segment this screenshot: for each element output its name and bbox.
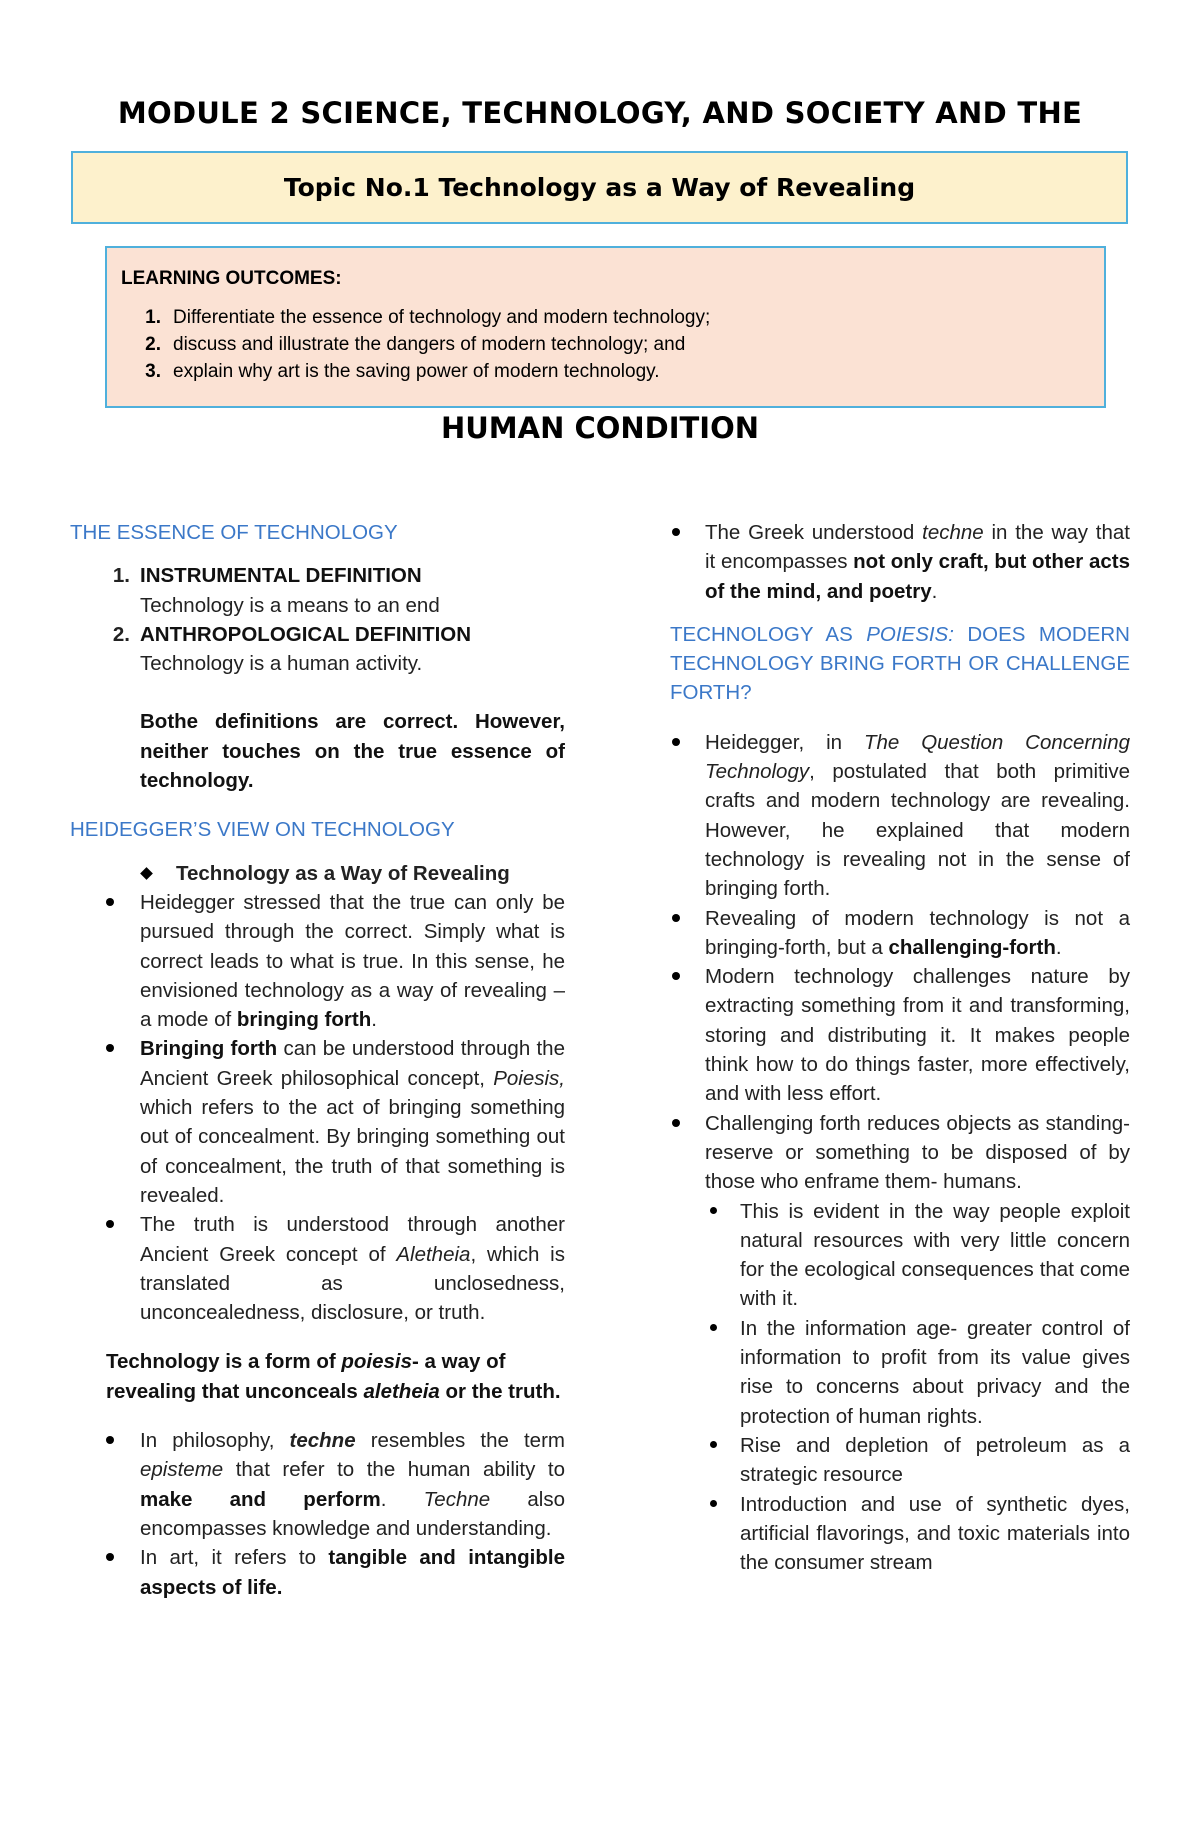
list-item [670, 728, 1130, 904]
list-item [70, 888, 565, 1034]
bullet-text: can be understood through the Ancient Greek philosophical concept, [140, 1037, 565, 1090]
techne-bullets [70, 1426, 565, 1602]
bullet-italic: techne [922, 521, 984, 544]
list-text: Differentiate the essence of technology and modern technology; [173, 307, 711, 328]
list-number: 1. [112, 564, 130, 588]
list-text: discuss and illustrate the dangers of modern technology; and [173, 334, 686, 355]
both-correct-paragraph: Bothe definitions are correct. However, neither touches on the true essence of technology. [140, 710, 565, 793]
list-item [70, 1426, 565, 1543]
bullet-text: Introduction and use of synthetic dyes, artificial flavorings, and toxic materials into the consumer stream [740, 1492, 1130, 1575]
bullet-italic: Poiesis, [493, 1066, 565, 1090]
bullet-bold: tangible and intangible aspects of life. [140, 1546, 565, 1599]
bullet-italic: Aletheia [396, 1242, 471, 1266]
heading-text: TECHNOLOGY AS [670, 622, 867, 646]
bullet-bold: bringing forth [236, 1008, 372, 1032]
list-number: 2. [112, 622, 130, 646]
list-text: explain why art is the saving power of modern technology. [173, 361, 660, 382]
bullet-text: . [931, 579, 938, 603]
module-subtitle: HUMAN CONDITION [440, 411, 760, 445]
bullet-italic: episteme [140, 1458, 224, 1482]
bullet-text: The truth is understood through another Ancient Greek concept of [140, 1213, 565, 1266]
list-item [121, 358, 1090, 385]
list-number: 2. [145, 334, 161, 355]
bullet-bold: challenging-forth [888, 935, 1056, 959]
way-of-revealing-text: Technology as a Way of Revealing [176, 861, 510, 885]
statement-italic: poiesis [341, 1350, 413, 1374]
definition-text: Technology is a human activity. [140, 652, 423, 676]
list-item [670, 1314, 1130, 1431]
way-of-revealing-item [70, 859, 565, 888]
bullet-bold: make and perform [140, 1487, 381, 1511]
bullet-text: . [371, 1008, 377, 1032]
heading-text: DOES MODERN TECHNOLOGY BRING FORTH OR CHALLENGE FORTH? [670, 622, 1130, 705]
list-item [670, 1109, 1130, 1578]
bullet-text: This is evident in the way people exploit natural resources with very little concern for the ecological consequences that come with it. [740, 1199, 1130, 1311]
example-subbullets [670, 1197, 1130, 1578]
heidegger-bullets [70, 888, 565, 1327]
bullet-text: Challenging forth reduces objects as standing-reserve or something to be disposed of by those who enframe them- humans. [705, 1111, 1130, 1194]
left-column [70, 518, 565, 1602]
list-item [121, 331, 1090, 358]
bullet-bold: not only craft, but other acts of the mind, and poetry [705, 550, 1130, 603]
list-item [70, 1543, 565, 1602]
list-item [670, 1490, 1130, 1578]
list-number: 1. [145, 307, 161, 328]
bullet-italic: Techne [423, 1487, 491, 1511]
bullet-text: that refer to the human ability to [223, 1458, 565, 1482]
statement-italic: aletheia [363, 1379, 440, 1403]
bullet-bold-italic: techne [289, 1429, 356, 1453]
definition-title: INSTRUMENTAL DEFINITION [140, 564, 422, 588]
bullet-text: In art, it refers to [140, 1546, 329, 1570]
list-item [121, 304, 1090, 331]
list-item [70, 620, 565, 679]
bullet-text: In the information age- greater control of information to profit from its value gives rise to concerns about privacy and the protection of human rights. [740, 1316, 1130, 1428]
bullet-text: . [380, 1487, 424, 1511]
learning-outcomes-heading: LEARNING OUTCOMES: [121, 268, 342, 289]
poiesis-statement [106, 1347, 565, 1406]
bullet-text: The Greek understood [705, 521, 923, 544]
bullet-text: also encompasses knowledge and understanding. [140, 1487, 565, 1540]
definitions-list [70, 561, 565, 678]
bullet-italic: The Question Concerning Technology [705, 730, 1130, 784]
right-column [670, 518, 1130, 1577]
modern-technology-bullets [670, 728, 1130, 1578]
list-item [670, 904, 1130, 963]
list-item [670, 962, 1130, 1108]
bullet-text: in the way that it encompasses [705, 521, 1130, 574]
bullet-text: , postulated that both primitive crafts and modern technology are revealing. However, he explained that modern technology is revealing not in the sense of bringing forth. [705, 760, 1130, 901]
learning-outcomes-box [105, 246, 1106, 408]
heading-italic: POIESIS: [866, 622, 954, 646]
bullet-text: Modern technology challenges nature by extracting something from it and transforming, storing and distributing it. It makes people think how to do things faster, more effectively, and with less effort. [705, 965, 1130, 1106]
bullet-text: resembles the term [355, 1429, 565, 1453]
topic-banner [71, 151, 1128, 224]
bullet-text: Heidegger, in [705, 730, 864, 754]
bullet-text: , which is translated as unclosedness, unconcealedness, disclosure, or truth. [140, 1242, 565, 1325]
bullet-text: Heidegger stressed that the true can only be pursued through the correct. Simply what is correct leads to what is true. In this sense, he envisioned technology as a way of revealing – a mode of [140, 890, 565, 1032]
section-heading-poiesis [670, 620, 1130, 708]
definition-text: Technology is a means to an end [140, 593, 440, 617]
topic-title: Topic No.1 Technology as a Way of Revealing [283, 173, 916, 202]
section-heading-essence: THE ESSENCE OF TECHNOLOGY [70, 521, 398, 544]
greek-bullets [670, 518, 1130, 606]
section-heading-heidegger: HEIDEGGER’S VIEW ON TECHNOLOGY [70, 818, 455, 842]
bullet-text: which refers to the act of bringing something out of concealment. By bringing something out of concealment, the truth of that something is revealed. [140, 1096, 565, 1207]
bullet-text: Revealing of modern technology is not a bringing-forth, but a [705, 906, 1130, 959]
list-number: 3. [145, 361, 161, 382]
statement-text: or the truth. [439, 1379, 561, 1403]
list-item [670, 518, 1130, 606]
statement-text: - a way of revealing that unconceals [106, 1350, 506, 1403]
list-item [70, 1034, 565, 1210]
statement-text: Technology is a form of [106, 1350, 342, 1374]
list-item [70, 561, 565, 620]
bullet-text: . [1055, 935, 1062, 959]
bullet-text: Rise and depletion of petroleum as a strategic resource [740, 1433, 1130, 1487]
learning-outcomes-list [121, 304, 1090, 385]
definition-title: ANTHROPOLOGICAL DEFINITION [140, 622, 472, 646]
list-item [670, 1431, 1130, 1490]
list-item [670, 1197, 1130, 1314]
bullet-text: In philosophy, [140, 1429, 290, 1453]
module-title: MODULE 2 SCIENCE, TECHNOLOGY, AND SOCIETY AND THE [117, 96, 1083, 130]
list-item [70, 1210, 565, 1327]
bullet-bold: Bringing forth [140, 1037, 278, 1061]
